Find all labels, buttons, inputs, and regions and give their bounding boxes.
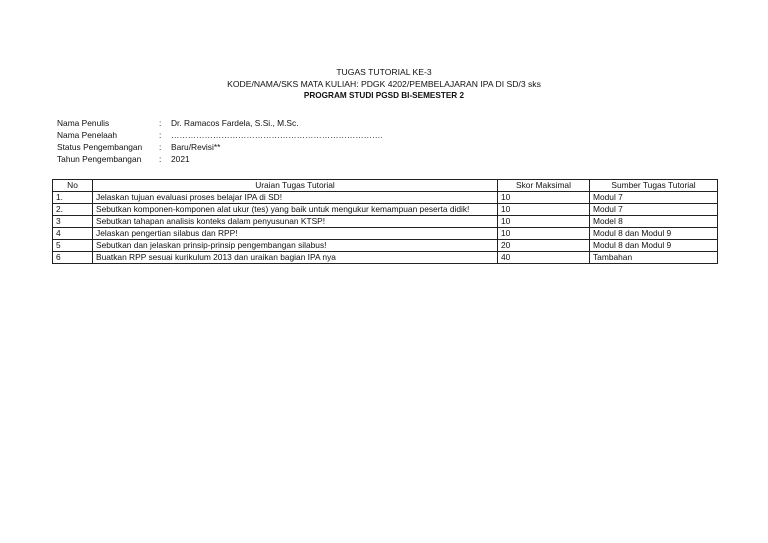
row-number: 1.: [53, 192, 93, 204]
table-row: [53, 216, 718, 228]
tasks-table: [52, 179, 718, 264]
info-block: [57, 117, 383, 165]
column-header-score: Skor Maksimal: [498, 180, 590, 192]
info-row-status: [57, 141, 383, 153]
info-row-reviewer: [57, 129, 383, 141]
info-colon: :: [159, 118, 162, 128]
row-task: Sebutkan komponen-komponen alat ukur (tes) yang baik untuk mengukur kemampuan peserta didik!: [93, 204, 498, 216]
table-row: [53, 192, 718, 204]
info-colon: :: [159, 154, 162, 164]
table-row: [53, 204, 718, 216]
row-source: Tambahan: [590, 252, 718, 264]
row-task: Sebutkan tahapan analisis konteks dalam penyusunan KTSP!: [93, 216, 498, 228]
info-label: Status Pengembangan: [57, 142, 143, 152]
row-score: 10: [498, 228, 590, 240]
info-row-author: [57, 117, 383, 129]
column-header-no: No: [53, 180, 93, 192]
row-number: 2.: [53, 204, 93, 216]
info-value: Baru/Revisi**: [171, 142, 221, 152]
row-score: 10: [498, 216, 590, 228]
info-value: ………………………………………………………………….: [171, 130, 383, 140]
assignment-title: TUGAS TUTORIAL KE-3: [336, 67, 432, 77]
table-row: [53, 240, 718, 252]
info-row-year: [57, 153, 383, 165]
document-header: [0, 66, 768, 102]
row-number: 5: [53, 240, 93, 252]
table-row: [53, 252, 718, 264]
info-label: Tahun Pengembangan: [57, 154, 142, 164]
table-header-row: [53, 180, 718, 192]
info-value: Dr. Ramacos Fardela, S.Si., M.Sc.: [171, 118, 299, 128]
row-task: Jelaskan tujuan evaluasi proses belajar IPA di SD!: [93, 192, 498, 204]
program-line: PROGRAM STUDI PGSD BI-SEMESTER 2: [303, 91, 465, 100]
row-score: 10: [498, 204, 590, 216]
info-colon: :: [159, 130, 162, 140]
row-task: Sebutkan dan jelaskan prinsip-prinsip pengembangan silabus!: [93, 240, 498, 252]
info-value: 2021: [171, 154, 190, 164]
row-score: 40: [498, 252, 590, 264]
info-label: Nama Penelaah: [57, 130, 118, 140]
row-source: Model 8: [590, 216, 718, 228]
row-score: 20: [498, 240, 590, 252]
column-header-source: Sumber Tugas Tutorial: [590, 180, 718, 192]
row-source: Modul 7: [590, 204, 718, 216]
row-number: 6: [53, 252, 93, 264]
row-source: Modul 7: [590, 192, 718, 204]
row-score: 10: [498, 192, 590, 204]
info-label: Nama Penulis: [57, 118, 110, 128]
course-line: KODE/NAMA/SKS MATA KULIAH: PDGK 4202/PEMBELAJARAN IPA DI SD/3 sks: [227, 79, 541, 89]
column-header-task: Uraian Tugas Tutorial: [93, 180, 498, 192]
row-number: 3: [53, 216, 93, 228]
row-task: Jelaskan pengertian silabus dan RPP!: [93, 228, 498, 240]
row-number: 4: [53, 228, 93, 240]
table-row: [53, 228, 718, 240]
row-source: Modul 8 dan Modul 9: [590, 228, 718, 240]
row-task: Buatkan RPP sesuai kurikulum 2013 dan uraikan bagian IPA nya: [93, 252, 498, 264]
info-colon: :: [159, 142, 162, 152]
row-source: Modul 8 dan Modul 9: [590, 240, 718, 252]
